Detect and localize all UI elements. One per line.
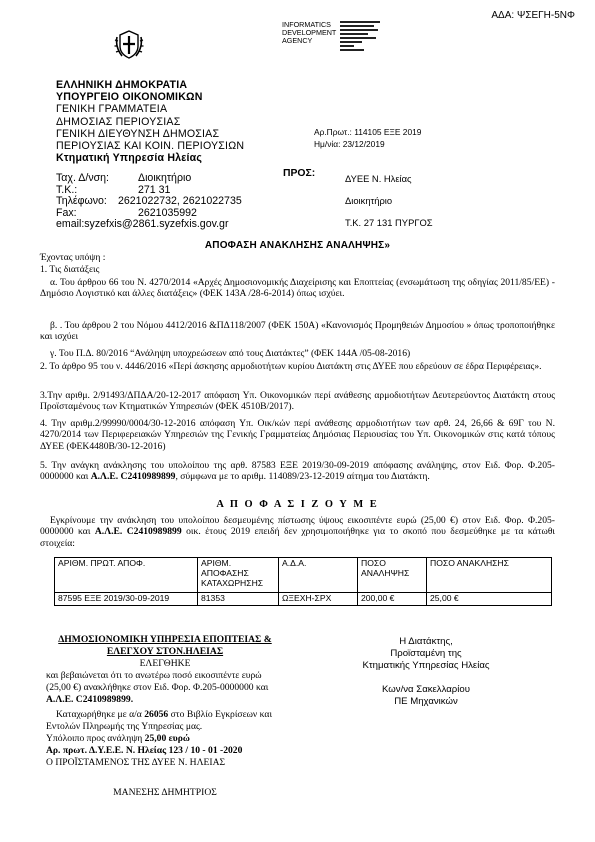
contact-label: Τ.Κ.: [56,183,78,196]
audit-part: στο Βιβλίο Εγκρίσεων και [168,709,273,720]
protocol-date: Ημ/νία: 23/12/2019 [314,139,385,149]
ministry-name: ΥΠΟΥΡΓΕΙΟ ΟΙΚΟΝΟΜΙΚΩΝ [56,91,203,104]
audit-text: (25,00 €) ανακλήθηκε στον Ειδ. Φορ. Φ.205-0000000 και [46,682,269,693]
recipient-line: ΔΥΕΕ Ν. Ηλείας [345,173,412,184]
audit-text [40,733,290,745]
audit-head: Ο ΠΡΟΪΣΤΑΜΕΝΟΣ ΤΗΣ ΔΥΕΕ Ν. ΗΛΕΙΑΣ [46,757,226,768]
table-header-cell: ΑΡΙΘΜ. ΠΡΩΤ. ΑΠΟΦ. [55,558,198,593]
table-cell: ΩΞΕΧΗ-ΣΡΧ [279,593,358,606]
audit-ale: Α.Λ.Ε. C2410989899. [46,694,134,705]
document-title: ΑΠΟΦΑΣΗ ΑΝΑΚΛΗΣΗΣ ΑΝΑΛΗΨΗΣ» [204,240,391,251]
audit-service: ΕΛΕΓΧΟΥ ΣΤΟΝ.ΗΛΕΙΑΣ [106,646,224,657]
table-cell: 200,00 € [358,593,427,606]
table-row [55,593,552,606]
email-address[interactable]: email:syzefxis@2861.syzefxis.gov.gr [56,218,229,231]
contact-label: Ταχ. Δ/νση: [56,172,109,184]
idt-logo-text [340,21,384,56]
audit-block [40,634,290,799]
item-text: 5. Την ανάγκη ανάκλησης του υπολοίπου της αρθ. 87583 ΕΞΕ 2019/30-09-2019 απόφασης ανάληψης, στον Ειδ. Φορ. Φ.205-0000000 και [40,460,555,483]
directorate-line: ΓΕΝΙΚΗ ΔΙΕΥΘΥΝΣΗ ΔΗΜΟΣΙΑΣ [56,127,220,140]
list-item: 2. Το άρθρο 95 του ν. 4446/2016 «Περί άσκησης αρμοδιοτήτων κυρίου Διατάκτη στις ΔΥΕΕ που εδρεύουν σε έδρα Περιφέρειας». [40,361,542,372]
audit-service: ΔΗΜΟΣΙΟΝΟΜΙΚΗ ΥΠΗΡΕΣΙΑ ΕΠΟΠΤΕΙΑΣ & [58,634,272,645]
protocol-block [314,126,421,150]
contact-label: Τηλέφωνο: [56,195,107,208]
idt-line: INFORMATICS [282,20,331,29]
signatory-position: Κτηματικής Υπηρεσίας Ηλείας [362,660,490,671]
decision-heading: Α Π Ο Φ Α Σ Ι Ζ Ο Υ Μ Ε [216,499,379,510]
considering-heading: Έχοντας υπόψη : [40,252,106,263]
protocol-number: Αρ.Πρωτ.: 114105 ΕΞΕ 2019 [314,127,422,137]
list-item [40,460,555,483]
signatory-block [318,636,534,708]
table-header-row [55,558,552,593]
signatory-position: Προϊσταμένη της [390,648,462,659]
recipient-line: Τ.Κ. 27 131 ΠΥΡΓΟΣ [345,217,433,228]
contact-block [56,173,242,231]
item-text: , σύμφωνα με το αριθμ. 114089/23-12-2019 αίτημα του Διατάκτη. [175,471,430,483]
ministry-block [56,79,244,164]
audit-protocol: Αρ. πρωτ. Δ.Υ.Ε.Ε. Ν. Ηλείας 123 / 10 - 01 -2020 [46,745,243,756]
table-cell: 81353 [198,593,279,606]
signatory-role: Η Διατάκτης, [399,636,453,647]
recipient-line: Διοικητήριο [345,195,393,206]
contact-label: Fax: [56,206,77,219]
allocation-table [54,557,552,606]
table-header-cell: ΠΟΣΟ ΑΝΑΚΛΗΣΗΣ [427,558,552,593]
secretariat-line: ΔΗΜΟΣΙΑΣ ΠΕΡΙΟΥΣΙΑΣ [56,115,181,128]
signatory-name: Κων/να Σακελλαρίου [382,684,470,695]
recipient-block [345,168,433,234]
ada-code: ΑΔΑ: ΨΣΕΓΗ-5ΝΦ [491,10,575,21]
idt-logo-graphic [340,21,384,55]
contact-value: 271 31 [138,183,171,196]
list-item: α. Του άρθρου 66 του Ν. 4270/2014 «Αρχές Δημοσιονομικής Διαχείρισης και Εποπτείας (ενσωμάτωση της οδηγίας 2011/85/ΕΕ) - Δημόσιο Λογιστικό και άλλες διατάξεις» (ΦΕΚ 143Α /28-6-2014) όπως ισχύει. [40,277,555,300]
service-name: Κτηματική Υπηρεσία Ηλείας [56,152,203,165]
contact-value: Διοικητήριο [138,172,192,184]
contact-value: 2621035992 [138,206,197,219]
list-item: 3.Την αριθμ. 2/91493/ΔΠΔΑ/20-12-2017 απόφαση Υπ. Οικονομικών περί ανάθεσης αρμοδιοτήτων Δευτερεύοντος Διατάκτη στους Προϊσταμένους των Κτηματικών Υπηρεσιών (ΦΕΚ 4510Β/2017). [40,390,555,413]
signatory-title: ΠΕ Μηχανικών [394,696,458,707]
ale-code: Α.Λ.Ε. C2410989899 [90,471,176,483]
idt-line: DEVELOPMENT [282,28,337,38]
table-cell: 87595 ΕΞΕ 2019/30-09-2019 [55,593,198,606]
audit-amount: 25,00 ευρώ [144,733,190,744]
table-header-cell: ΠΟΣΟ ΑΝΑΛΗΨΗΣ [358,558,427,593]
audit-signer-name: ΜΑΝΕΣΗΣ ΔΗΜΗΤΡΙΟΣ [113,787,217,798]
decision-text [40,515,555,549]
audit-part: Υπόλοιπο προς ανάληψη [46,733,145,744]
recipient-label: ΠΡΟΣ: [283,168,316,179]
list-item: γ. Του Π.Δ. 80/2016 “Ανάληψη υποχρεώσεων από τους Διατάκτες” (ΦΕΚ 144Α /05-08-2016) [50,348,411,359]
audit-text: και βεβαιώνεται ότι το ανωτέρω ποσό εικοσιπέντε ευρώ [46,670,262,681]
ale-code: Α.Λ.Ε. C2410989899 [94,526,182,538]
audit-part: Καταχωρήθηκε με α/α [56,709,145,720]
decision-part: Εγκρίνουμε την ανάκληση του υπολοίπου δεσμευμένης πίστωσης ύψους εικοσιπέντε ευρώ (25,00 €) στον Ειδ. Φορ. Φ.205-0000000 και [40,515,555,538]
list-item: β. . Του άρθρου 2 του Νόμου 4412/2016 &ΠΔ118/2007 (ΦΕΚ 150Α) «Κανονισμός Προμηθειών Δημοσίου » όπως τροποποιήθηκε και ισχύει [40,320,555,343]
directorate-line: ΠΕΡΙΟΥΣΙΑΣ ΚΑΙ ΚΟΙΝ. ΠΕΡΙΟΥΣΙΩΝ [56,140,245,153]
audit-text [40,709,290,721]
decision-part: οικ. έτους 2019 επειδή δεν χρησιμοποιήθηκε για το σκοπό που δεσμεύθηκε με τα κάτωθι στοιχεία: [40,526,555,549]
list-item: 1. Τις διατάξεις [40,264,100,275]
table-cell: 25,00 € [427,593,552,606]
republic-name: ΕΛΛΗΝΙΚΗ ΔΗΜΟΚΡΑΤΙΑ [56,79,188,91]
idt-line: AGENCY [282,36,313,46]
audit-text: Εντολών Πληρωμής της Υπηρεσίας μας. [46,721,203,732]
table-header-cell: ΑΡΙΘΜ. ΑΠΟΦΑΣΗΣ ΚΑΤΑΧΩΡΗΣΗΣ [198,558,279,593]
greek-emblem-icon [114,27,144,61]
secretariat-line: ΓΕΝΙΚΗ ΓΡΑΜΜΑΤΕΙΑ [56,103,168,116]
table-header-cell: Α.Δ.Α. [279,558,358,593]
idt-label [282,21,336,46]
contact-value: 2621022732, 2621022735 [118,195,242,208]
list-item: 4. Την αριθμ.2/99990/0004/30-12-2016 απόφαση Υπ. Οικ/κών περί ανάθεσης αρμοδιοτήτων των αρθ. 24, 26,66 & 69Γ του Ν. 4270/2014 των Περιφερειακών Υπηρεσιών της Γενικής Γραμματείας Δημόσιας Περιουσίας του Υπ. Οικονομικών στις κατά τόπους ΔΥΕΕ (ΦΕΚ4480Β/30-12-2016) [40,418,555,452]
audit-checked: ΕΛΕΓΘΗΚΕ [139,658,191,669]
audit-number: 26056 [144,709,169,720]
